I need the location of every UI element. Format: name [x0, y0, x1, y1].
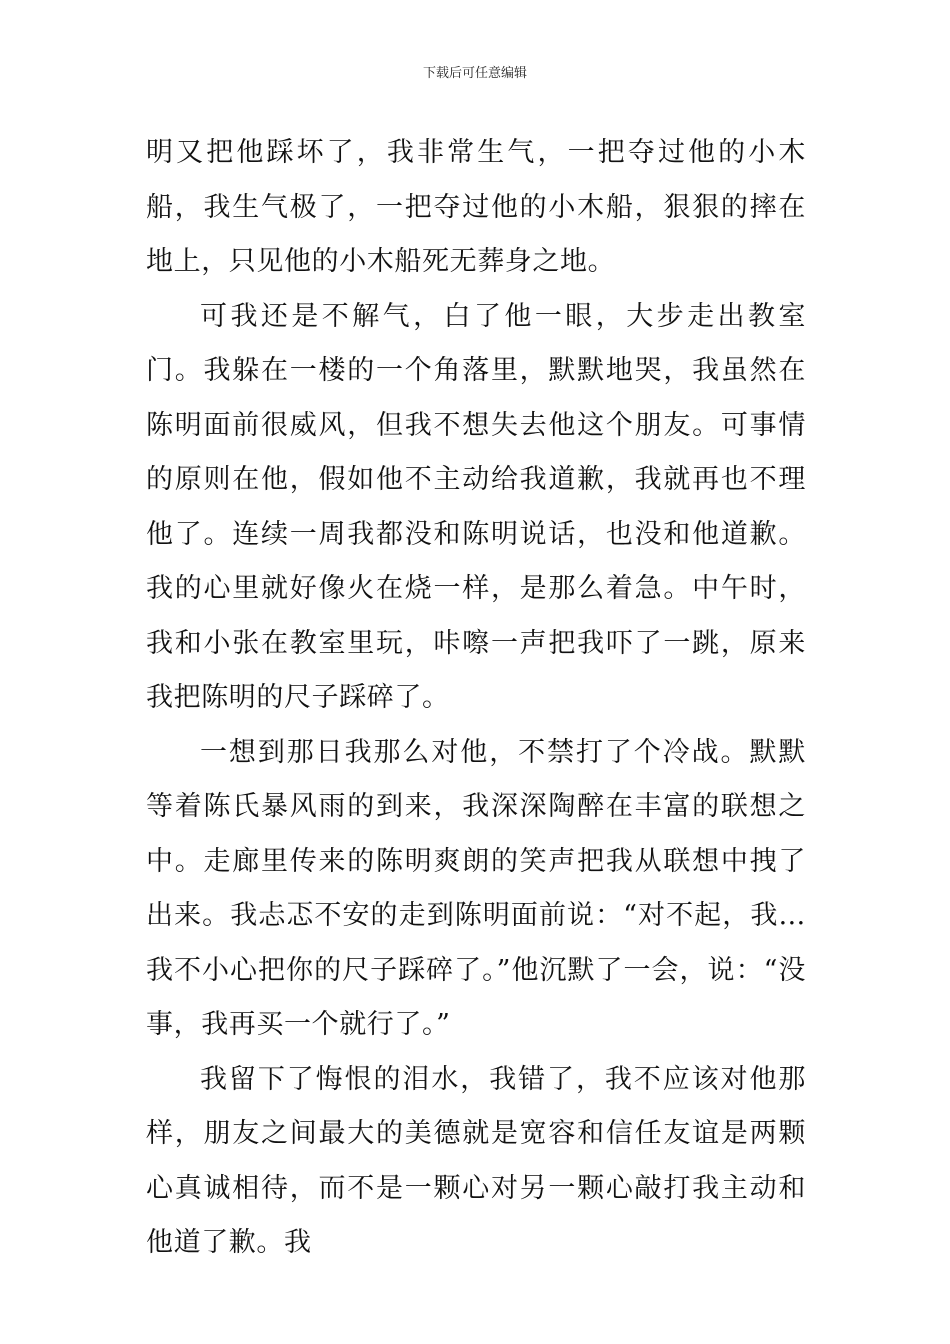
- page-header: 下载后可任意编辑: [422, 66, 527, 81]
- paragraph: 我留下了悔恨的泪水，我错了，我不应该对他那样，朋友之间最大的美德就是宽容和信任友谊是两颗心真诚相待，而不是一颗心对另一颗心敲打我主动和他道了歉。我: [146, 1063, 806, 1258]
- paragraph: 明又把他踩坏了，我非常生气，一把夺过他的小木船，我生气极了，一把夺过他的小木船，狠狠的摔在地上，只见他的小木船死无葬身之地。: [146, 137, 806, 277]
- document-body: [146, 126, 806, 1271]
- paragraph: 一想到那日我那么对他，不禁打了个冷战。默默等着陈氏暴风雨的到来，我深深陶醉在丰富的联想之中。走廊里传来的陈明爽朗的笑声把我从联想中拽了出来。我忐忑不安的走到陈明面前说：“对不起，我…我不小心把你的尺子踩碎了。”他沉默了一会，说：“没事，我再买一个就行了。”: [146, 736, 806, 1040]
- paragraph: 可我还是不解气，白了他一眼，大步走出教室门。我躲在一楼的一个角落里，默默地哭，我虽然在陈明面前很威风，但我不想失去他这个朋友。可事情的原则在他，假如他不主动给我道歉，我就再也不理他了。连续一周我都没和陈明说话，也没和他道歉。我的心里就好像火在烧一样，是那么着急。中午时，我和小张在教室里玩，咔嚓一声把我吓了一跳，原来我把陈明的尺子踩碎了。: [146, 300, 806, 713]
